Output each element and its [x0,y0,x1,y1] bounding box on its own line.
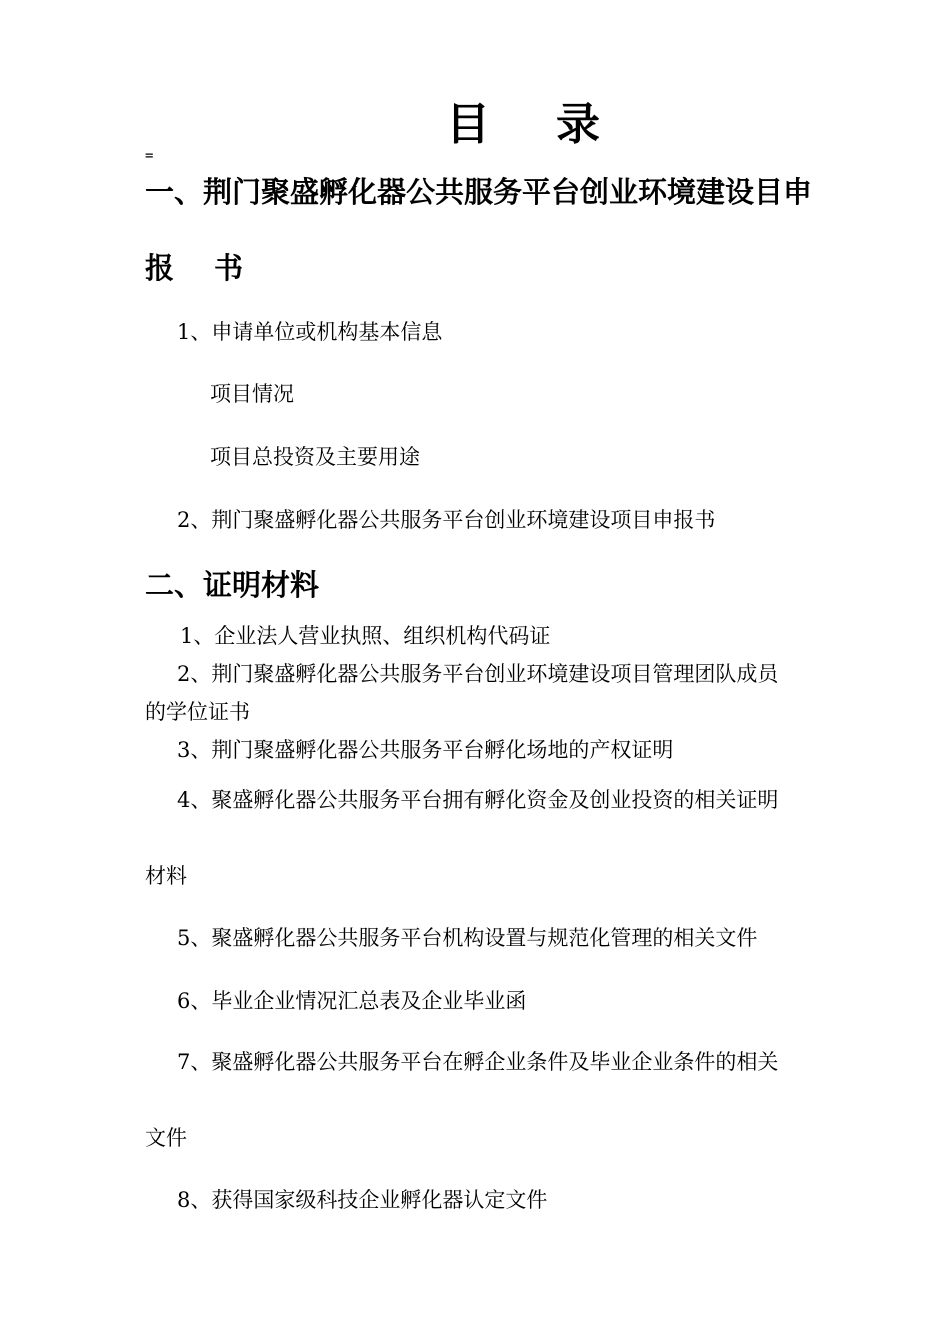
section1-heading-char-a: 报 [145,251,175,285]
title-char-1: 目 [446,99,490,150]
section1-item-1: 1、申请单位或机构基本信息 [177,320,443,344]
section1-heading-line1: 一、荆门聚盛孵化器公共服务平台创业环境建设目申 [145,175,813,209]
section2-item-1: 1、企业法人营业执照、组织机构代码证 [180,624,551,648]
section2-item-6: 6、毕业企业情况汇总表及企业毕业函 [177,989,527,1013]
section1-item-2: 项目情况 [210,382,294,406]
section2-item-4: 4、聚盛孵化器公共服务平台拥有孵化资金及创业投资的相关证明 [177,788,779,812]
section2-item-7: 7、聚盛孵化器公共服务平台在孵企业条件及毕业企业条件的相关 [177,1050,779,1074]
section2-item-8: 8、获得国家级科技企业孵化器认定文件 [177,1188,548,1212]
section2-item-4-cont: 材料 [145,864,187,888]
section2-item-7-cont: 文件 [145,1126,187,1150]
section2-item-2-cont: 的学位证书 [145,700,250,724]
page-title [446,88,600,152]
section2-item-3: 3、荆门聚盛孵化器公共服务平台孵化场地的产权证明 [177,738,674,762]
section1-heading-char-b: 书 [214,251,244,285]
section2-item-2: 2、荆门聚盛孵化器公共服务平台创业环境建设项目管理团队成员 [177,662,779,686]
section1-item-3: 项目总投资及主要用途 [210,445,420,469]
stray-mark: = [145,148,154,164]
title-char-2: 录 [556,99,600,150]
section1-item-4: 2、荆门聚盛孵化器公共服务平台创业环境建设项目申报书 [177,508,716,532]
section1-heading-line2 [145,246,243,287]
section2-item-5: 5、聚盛孵化器公共服务平台机构设置与规范化管理的相关文件 [177,926,758,950]
section2-heading: 二、证明材料 [145,568,320,602]
